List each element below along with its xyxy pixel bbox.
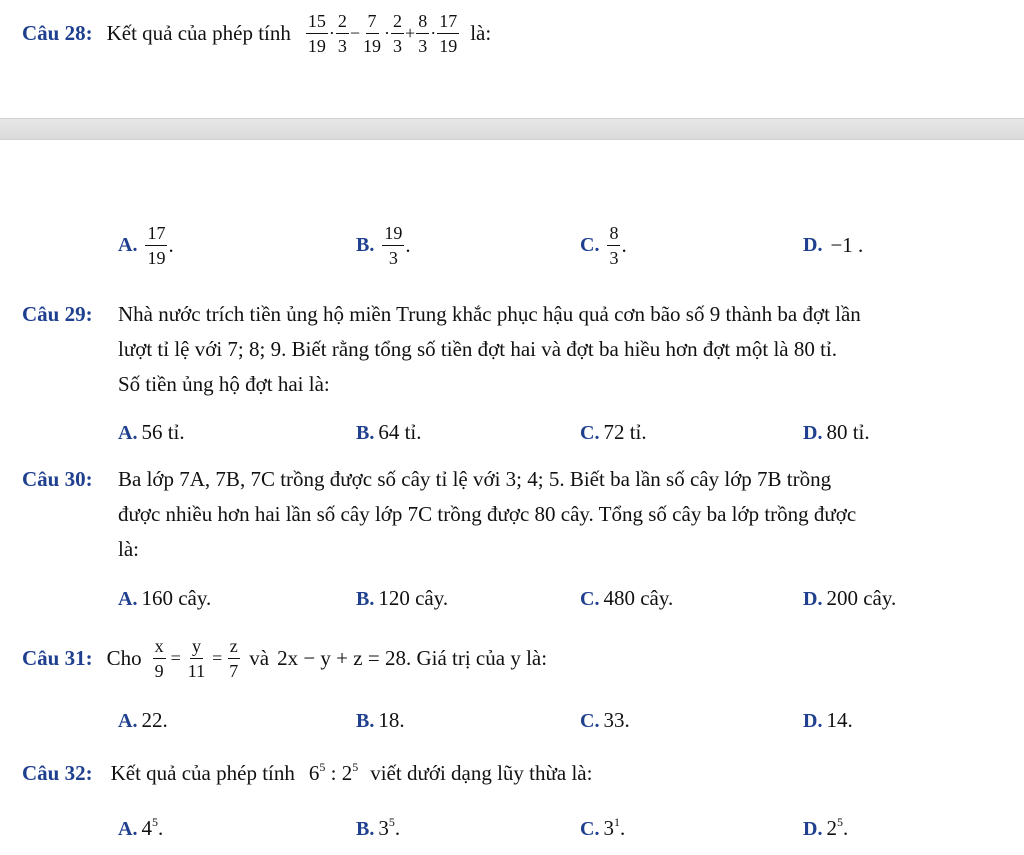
option-d: D. 80 tỉ. bbox=[803, 420, 870, 444]
question-31: Câu 31: Cho $\frac{x}{9}$ = $\frac{y}{11}$ = $\frac{z}{7}$ và 2x − y + z = 28 . Giá trị của y là: bbox=[22, 635, 548, 681]
question-number: Câu 32: bbox=[22, 761, 93, 785]
option-b: B. $\frac{19}{3}$ . bbox=[356, 222, 411, 268]
question-number: Câu 31: bbox=[22, 645, 93, 670]
page-divider bbox=[0, 118, 1024, 140]
option-b: B. $3^5$. bbox=[356, 815, 401, 840]
option-d: D. 14. bbox=[803, 708, 853, 732]
question-30 bbox=[22, 467, 93, 492]
option-d: D. 200 cây. bbox=[803, 586, 897, 610]
option-b: B. 64 tỉ. bbox=[356, 420, 422, 444]
question-text-line: lượt tỉ lệ với 7; 8; 9. Biết rằng tổng số tiền đợt hai và đợt ba hiều hơn đợt một là 80 tỉ. bbox=[118, 337, 838, 361]
option-c: C. 480 cây. bbox=[580, 586, 674, 610]
question-text-line: được nhiều hơn hai lần số cây lớp 7C trồng được 80 cây. Tổng số cây ba lớp trồng được bbox=[118, 502, 857, 526]
math-expression: $\frac{15}{19}$ · $\frac{2}{3}$ − $\frac{7}{19}$ · $\frac{2}{3}$ + $\frac{8}{3}$ · $\frac{17}{19}$ bbox=[307, 10, 458, 56]
question-28 bbox=[22, 10, 491, 56]
option-d: D. −1 . bbox=[803, 232, 864, 257]
question-text-line: Số tiền ủng hộ đợt hai là: bbox=[118, 372, 330, 396]
question-number: Câu 30: bbox=[22, 467, 93, 491]
math-expression: $\frac{x}{9}$ = $\frac{y}{11}$ = $\frac{z}{7}$ bbox=[154, 635, 239, 681]
option-a: A. 56 tỉ. bbox=[118, 420, 185, 444]
question-stem: Kết quả của phép tính bbox=[106, 20, 291, 45]
option-a: A. $4^5$. bbox=[118, 815, 164, 840]
question-29 bbox=[22, 302, 93, 327]
option-a: A. 22. bbox=[118, 708, 168, 732]
question-number: Câu 28: bbox=[22, 20, 93, 45]
math-expression: $6^5$ : $2^5$ bbox=[308, 760, 359, 785]
option-c: C. $3^1$. bbox=[580, 815, 626, 840]
option-c: C. 33. bbox=[580, 708, 630, 732]
question-text-line: Nhà nước trích tiền ủng hộ miền Trung khắc phục hậu quả cơn bão số 9 thành ba đợt lần bbox=[118, 302, 861, 326]
option-c: C. $\frac{8}{3}$ . bbox=[580, 222, 627, 268]
question-32: Câu 32: Kết quả của phép tính $6^5$ : $2^5$ viết dưới dạng lũy thừa là: bbox=[22, 760, 593, 785]
question-tail: là: bbox=[470, 20, 492, 45]
option-a: A. 160 cây. bbox=[118, 586, 212, 610]
option-b: B. 18. bbox=[356, 708, 405, 732]
question-text-line: Ba lớp 7A, 7B, 7C trồng được số cây tỉ lệ với 3; 4; 5. Biết ba lần số cây lớp 7B trồng bbox=[118, 467, 832, 491]
option-b: B. 120 cây. bbox=[356, 586, 449, 610]
question-text-line: là: bbox=[118, 537, 139, 561]
option-d: D. $2^5$. bbox=[803, 815, 849, 840]
question-number: Câu 29: bbox=[22, 302, 93, 326]
option-c: C. 72 tỉ. bbox=[580, 420, 647, 444]
option-a: A. $\frac{17}{19}$ . bbox=[118, 222, 174, 268]
